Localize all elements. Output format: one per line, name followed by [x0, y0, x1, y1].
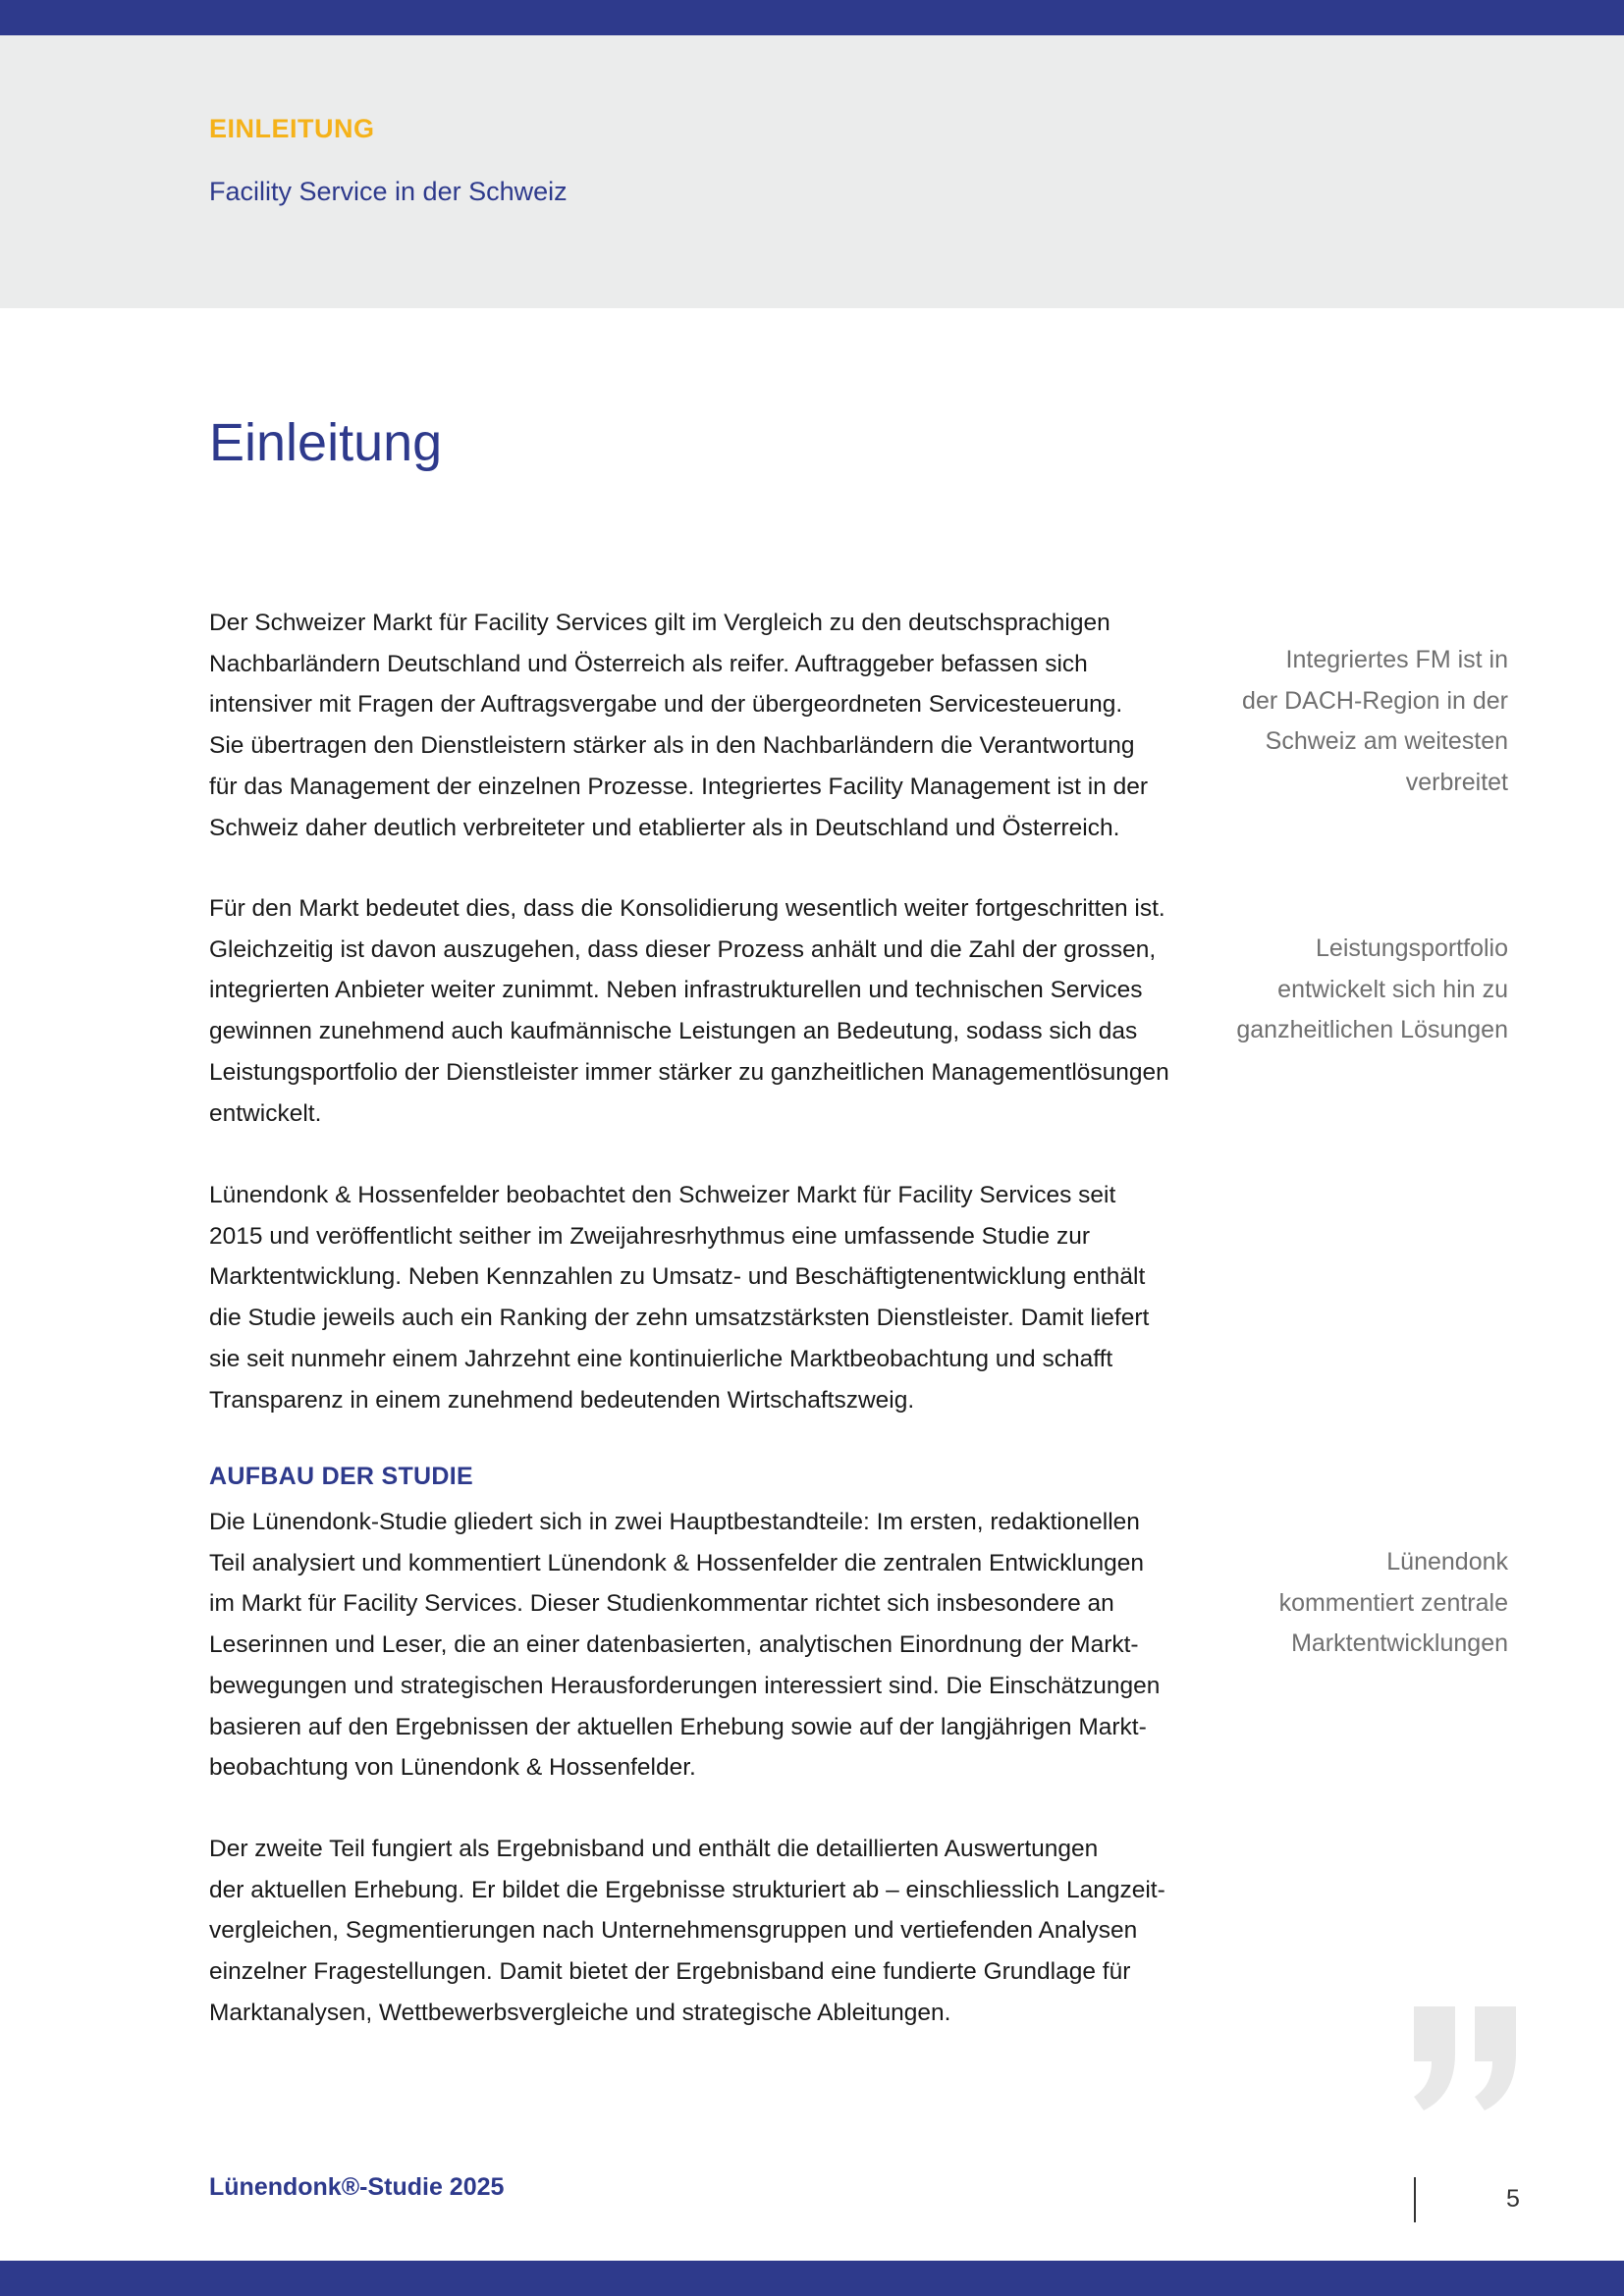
section-subtitle: Facility Service in der Schweiz — [209, 177, 568, 206]
footer-study-title: Lünendonk®-Studie 2025 — [209, 2173, 505, 2201]
sidenote-line: ganzheitlichen Lösungen — [1236, 1016, 1508, 1044]
paragraph-line: entwickelt. — [209, 1099, 322, 1127]
paragraph-3 — [209, 1175, 1181, 1420]
paragraph-line: gewinnen zunehmend auch kaufmännische Leistungen an Bedeutung, sodass sich das — [209, 1018, 1138, 1045]
sidenote-line: Schweiz am weitesten — [1265, 727, 1508, 756]
paragraph-line: Marktanalysen, Wettbewerbsvergleiche und strategische Ableitungen. — [209, 1999, 951, 2026]
paragraph-2 — [209, 888, 1181, 1134]
paragraph-line: Leistungsportfolio der Dienstleister immer stärker zu ganzheitlichen Managementlösungen — [209, 1058, 1169, 1086]
paragraph-line: Gleichzeitig ist davon auszugehen, dass dieser Prozess anhält und die Zahl der grossen, — [209, 935, 1157, 963]
subheading-aufbau: AUFBAU DER STUDIE — [209, 1463, 473, 1490]
paragraph-line: die Studie jeweils auch ein Ranking der zehn umsatzstärksten Dienstleister. Damit liefert — [209, 1305, 1150, 1332]
paragraph-line: Für den Markt bedeutet dies, dass die Konsolidierung wesentlich weiter fortgeschritten ist. — [209, 895, 1165, 922]
paragraph-line: Transparenz in einem zunehmend bedeutenden Wirtschaftszweig. — [209, 1386, 915, 1414]
sidenote-portfolio — [1184, 929, 1508, 1051]
sidenote-line: Leistungsportfolio — [1316, 934, 1508, 962]
paragraph-line: im Markt für Facility Services. Dieser Studienkommentar richtet sich insbesondere an — [209, 1590, 1114, 1618]
paragraph-line: Schweiz daher deutlich verbreiteter und etablierter als in Deutschland und Österreich. — [209, 814, 1120, 841]
paragraph-line: der aktuellen Erhebung. Er bildet die Ergebnisse strukturiert ab – einschliesslich Langzeit- — [209, 1876, 1165, 1903]
paragraph-line: Sie übertragen den Dienstleistern stärker als in den Nachbarländern die Verantwortung — [209, 732, 1135, 760]
paragraph-line: Der Schweizer Markt für Facility Services gilt im Vergleich zu den deutschsprachigen — [209, 610, 1110, 636]
sidenote-market-commentary — [1184, 1542, 1508, 1665]
sidenote-line: kommentiert zentrale — [1278, 1588, 1508, 1617]
paragraph-line: Der zweite Teil fungiert als Ergebnisband und enthält die detaillierten Auswertungen — [209, 1836, 1099, 1862]
paragraph-line: einzelner Fragestellungen. Damit bietet der Ergebnisband eine fundierte Grundlage für — [209, 1958, 1131, 1986]
paragraph-1 — [209, 603, 1181, 848]
paragraph-line: Lünendonk & Hossenfelder beobachtet den Schweizer Markt für Facility Services seit — [209, 1182, 1116, 1208]
paragraph-line: beobachtung von Lünendonk & Hossenfelder. — [209, 1754, 696, 1782]
paragraph-line: Nachbarländern Deutschland und Österreich als reifer. Auftraggeber befassen sich — [209, 650, 1088, 677]
footer-divider — [1414, 2177, 1416, 2222]
closing-quote-icon — [1410, 2002, 1528, 2130]
paragraph-line: Marktentwicklung. Neben Kennzahlen zu Umsatz- und Beschäftigtenentwicklung enthält — [209, 1263, 1146, 1291]
sidenote-line: der DACH-Region in der — [1242, 686, 1508, 715]
sidenote-line: verbreitet — [1405, 769, 1508, 797]
sidenote-line: Integriertes FM ist in — [1285, 646, 1508, 673]
sidenote-line: Lünendonk — [1386, 1548, 1508, 1575]
paragraph-line: Leserinnen und Leser, die an einer datenbasierten, analytischen Einordnung der Markt- — [209, 1631, 1139, 1659]
paragraph-line: Die Lünendonk-Studie gliedert sich in zwei Hauptbestandteile: Im ersten, redaktionellen — [209, 1509, 1140, 1535]
page-title: Einleitung — [209, 413, 443, 472]
paragraph-line: bewegungen und strategischen Herausforderungen interessiert sind. Die Einschätzungen — [209, 1672, 1161, 1699]
section-label: EINLEITUNG — [209, 114, 375, 143]
paragraph-line: vergleichen, Segmentierungen nach Unternehmensgruppen und vertiefenden Analysen — [209, 1917, 1138, 1945]
sidenote-line: entwickelt sich hin zu — [1277, 975, 1508, 1003]
paragraph-4 — [209, 1502, 1181, 1789]
paragraph-line: basieren auf den Ergebnissen der aktuellen Erhebung sowie auf der langjährigen Markt- — [209, 1713, 1147, 1740]
paragraph-line: für das Management der einzelnen Prozesse. Integriertes Facility Management ist in der — [209, 773, 1148, 800]
sidenote-integrated-fm — [1184, 640, 1508, 804]
paragraph-5 — [209, 1829, 1181, 2034]
page-number: 5 — [1506, 2185, 1520, 2213]
paragraph-line: 2015 und veröffentlicht seither im Zweijahresrhythmus eine umfassende Studie zur — [209, 1222, 1090, 1250]
paragraph-line: Teil analysiert und kommentiert Lünendonk & Hossenfelder die zentralen Entwicklungen — [209, 1549, 1144, 1576]
sidenote-line: Marktentwicklungen — [1291, 1629, 1508, 1658]
paragraph-line: intensiver mit Fragen der Auftragsvergabe und der übergeordneten Servicesteuerung. — [209, 691, 1123, 719]
top-color-bar — [0, 0, 1624, 35]
bottom-color-bar — [0, 2261, 1624, 2296]
header-band — [0, 35, 1624, 308]
paragraph-line: integrierten Anbieter weiter zunimmt. Neben infrastrukturellen und technischen Services — [209, 977, 1143, 1004]
paragraph-line: sie seit nunmehr einem Jahrzehnt eine kontinuierliche Marktbeobachtung und schafft — [209, 1345, 1113, 1372]
